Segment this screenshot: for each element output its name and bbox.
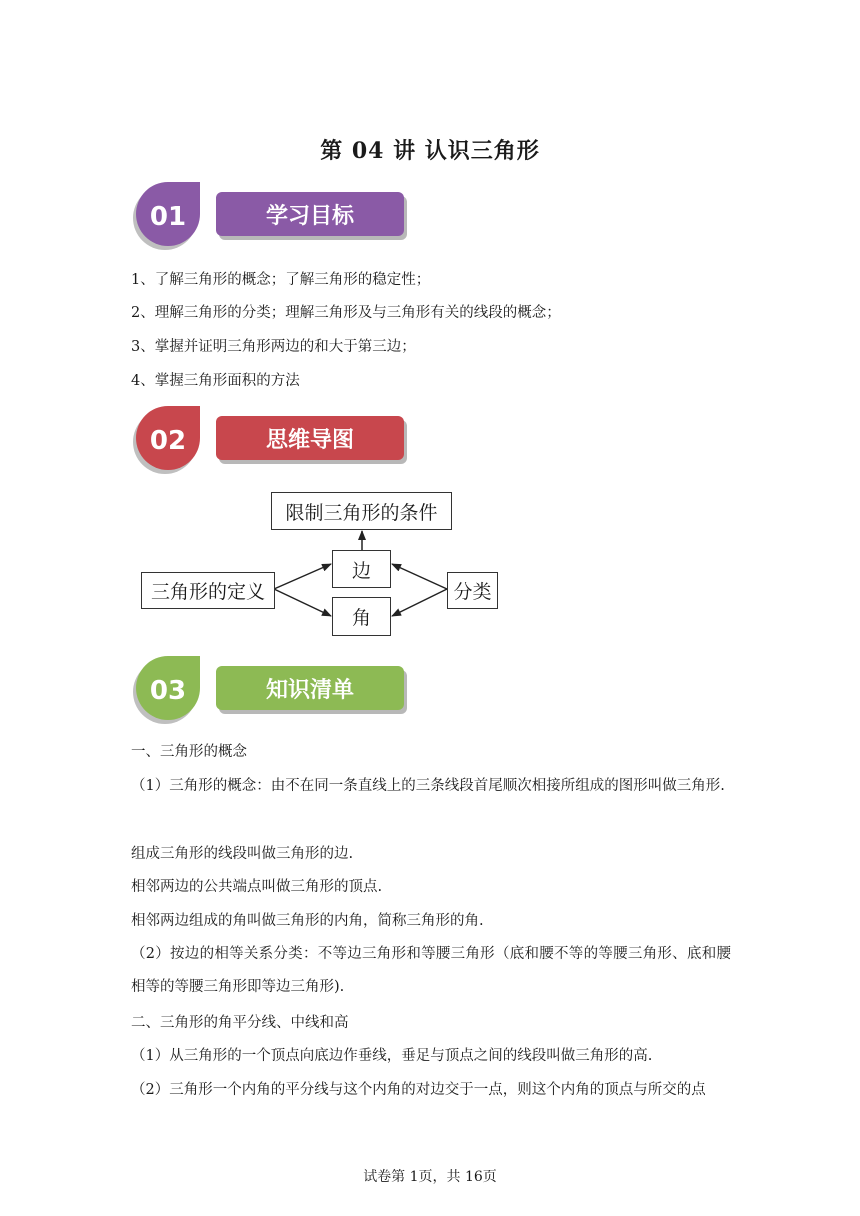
mind-map-diagram [140, 488, 510, 640]
arrow-definition-to-angle [274, 589, 331, 616]
mind-map-node-classification: 分类 [447, 572, 498, 609]
objective-item: 3、掌握并证明三角形两边的和大于第三边； [131, 339, 416, 355]
mind-map-node-definition: 三角形的定义 [141, 572, 275, 609]
section-header-mindmap [128, 404, 428, 478]
knowledge-line: 相邻两边组成的角叫做三角形的内角，简称三角形的角. [131, 913, 484, 929]
arrow-classification-to-angle [392, 589, 447, 616]
mind-map-node-edge: 边 [332, 550, 391, 588]
section-number-badge: 03 [136, 656, 200, 720]
page-title: 第 04 讲 认识三角形 [320, 138, 540, 164]
mind-map-node-angle: 角 [332, 597, 391, 636]
objective-item: 2、理解三角形的分类；理解三角形及与三角形有关的线段的概念； [131, 305, 561, 321]
objective-item: 1、了解三角形的概念；了解三角形的稳定性； [131, 272, 431, 288]
knowledge-line: 相邻两边的公共端点叫做三角形的顶点. [131, 879, 383, 895]
section-header-objectives [128, 180, 428, 254]
knowledge-paragraph: （2）按边的相等关系分类：不等边三角形和等腰三角形（底和腰不等的等腰三角形、底和腰相等的等腰三角形即等边三角形). [131, 946, 731, 995]
knowledge-line: （1）从三角形的一个顶点向底边作垂线，垂足与顶点之间的线段叫做三角形的高. [131, 1048, 653, 1064]
section-title: 知识清单 [216, 666, 404, 710]
section-number-badge: 02 [136, 406, 200, 470]
knowledge-paragraph: （1）三角形的概念：由不在同一条直线上的三条线段首尾顺次相接所组成的图形叫做三角形. [131, 778, 725, 794]
objective-item: 4、掌握三角形面积的方法 [131, 373, 300, 389]
knowledge-heading: 一、三角形的概念 [131, 744, 247, 760]
knowledge-line: 组成三角形的线段叫做三角形的边. [131, 846, 354, 862]
arrow-definition-to-edge [274, 564, 331, 589]
knowledge-line: （2）三角形一个内角的平分线与这个内角的对边交于一点，则这个内角的顶点与所交的点 [131, 1082, 706, 1098]
knowledge-heading: 二、三角形的角平分线、中线和高 [131, 1015, 349, 1031]
section-number-badge: 01 [136, 182, 200, 246]
section-title: 思维导图 [216, 416, 404, 460]
section-header-knowledge [128, 654, 428, 728]
section-title: 学习目标 [216, 192, 404, 236]
mind-map-node-conditions: 限制三角形的条件 [271, 492, 452, 530]
page-footer: 试卷第 1页，共 16页 [363, 1169, 497, 1185]
arrow-classification-to-edge [392, 564, 447, 589]
